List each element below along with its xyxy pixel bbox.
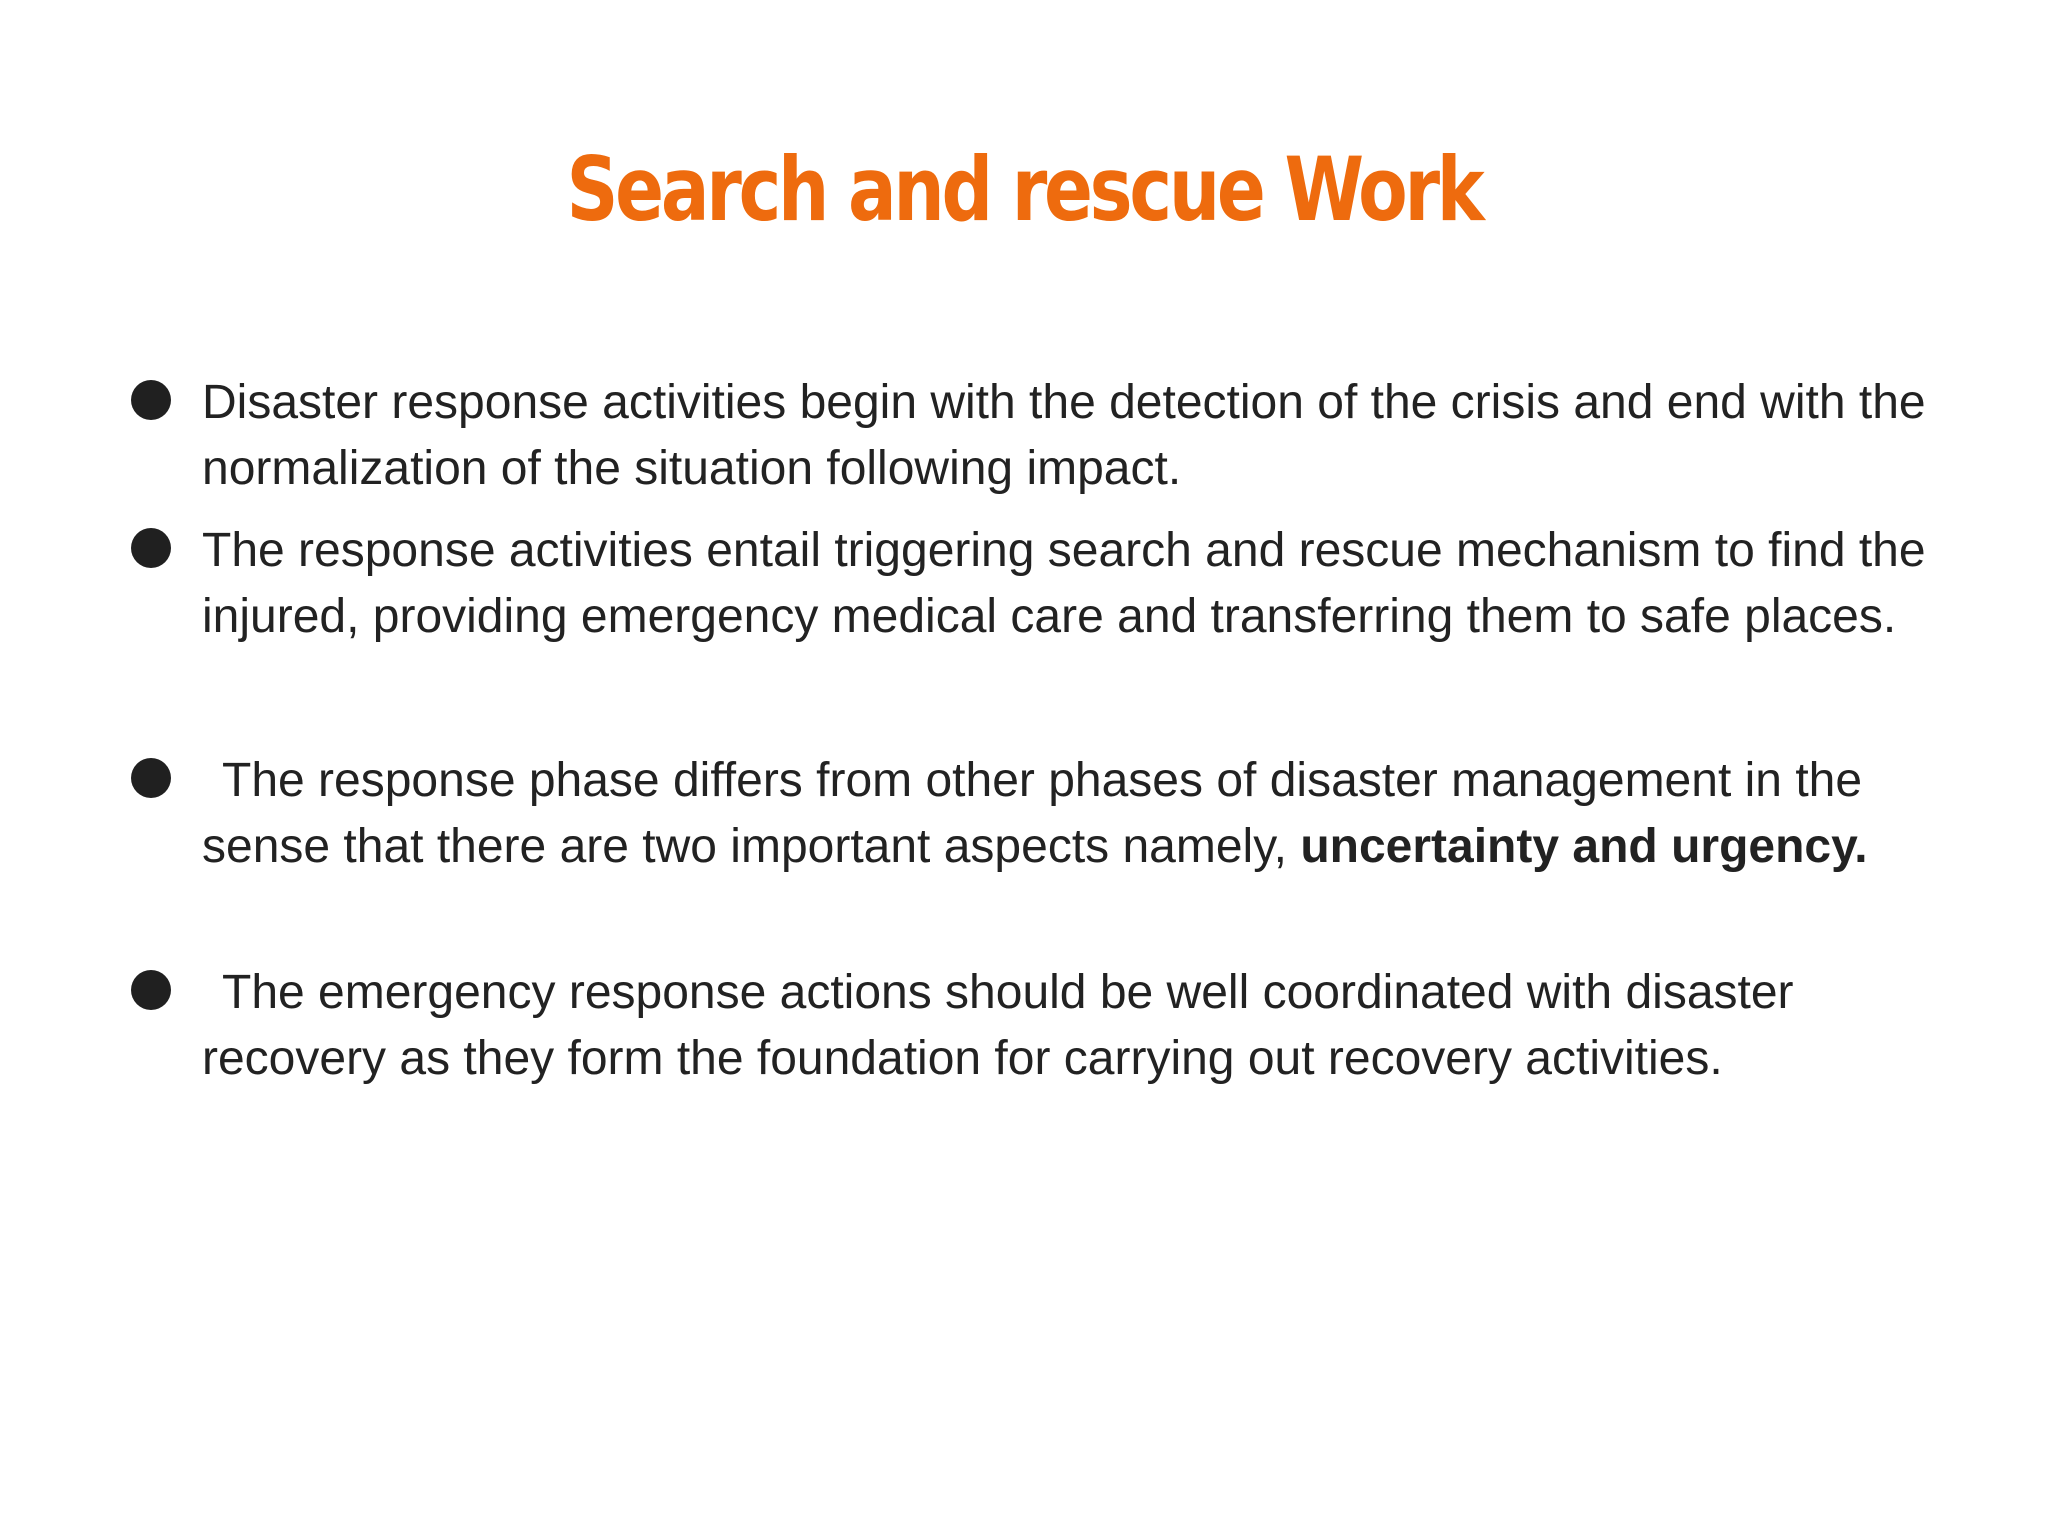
bullet-dot-icon [131, 758, 171, 798]
bullet-dot-icon [131, 970, 171, 1010]
bullet-text-content: The response activities entail triggering search and rescue mechanism to find the injured, providing emergency medical care and transferring them to safe places. [202, 524, 1926, 643]
bullet-dot-icon [131, 380, 171, 420]
bullet-text [202, 748, 1942, 880]
bullet-text-content: Disaster response activities begin with the detection of the crisis and end with the normalization of the situation following impact. [202, 376, 1926, 495]
bullet-text-content: The emergency response actions should be well coordinated with disaster recovery as they form the foundation for carrying out recovery activities. [202, 966, 1794, 1085]
bullet-text [202, 518, 1942, 650]
slide-title: Search and rescue Work [566, 138, 1482, 241]
bullet-text [202, 960, 1942, 1092]
bullet-text-content: The response phase differs from other phases of disaster management in the sense that there are two important aspects namely, [202, 754, 1863, 873]
bullet-bold-text: uncertainty and urgency. [1300, 820, 1868, 873]
bullet-text [202, 370, 1942, 502]
bullet-dot-icon [131, 528, 171, 568]
